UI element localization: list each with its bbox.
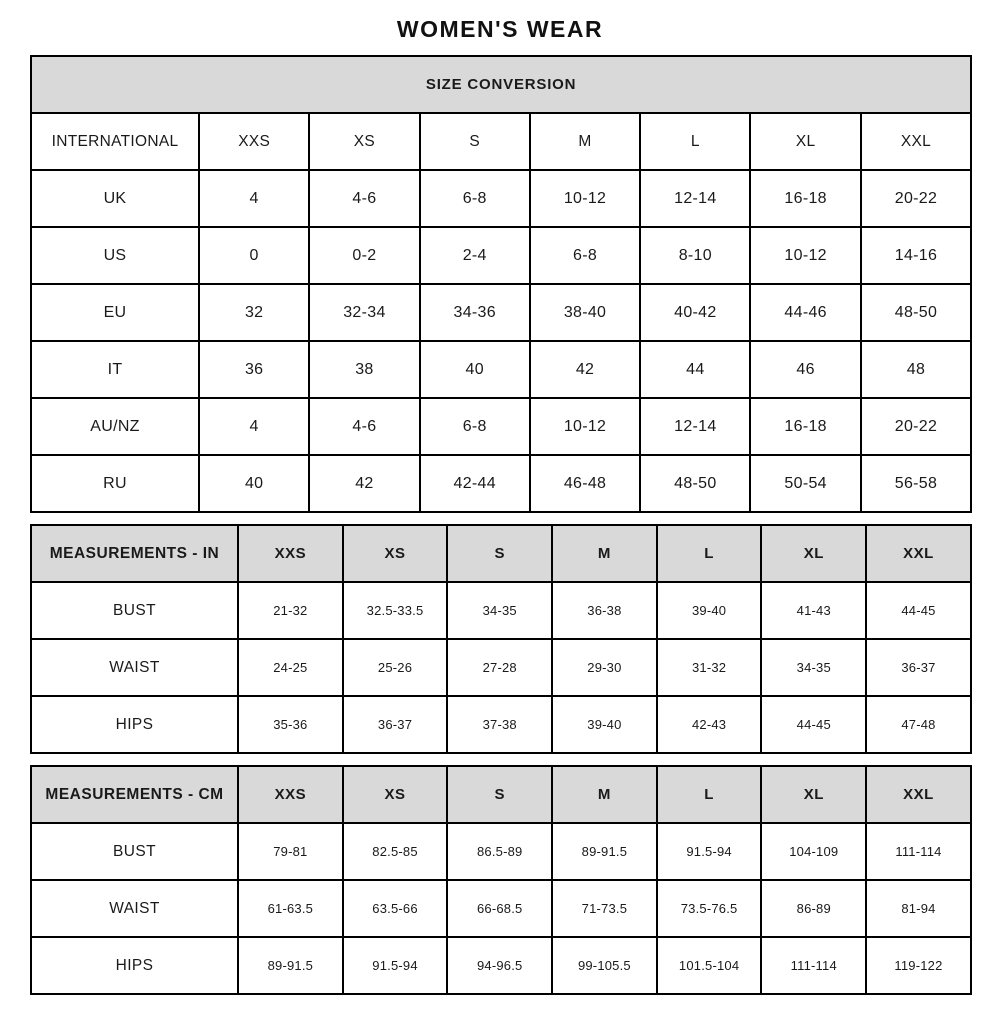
measurements-in-body — [31, 525, 971, 753]
value-cell: 6-8 — [420, 398, 530, 455]
size-column-header: L — [640, 113, 750, 170]
size-column-header: M — [552, 766, 657, 823]
value-cell: 10-12 — [530, 170, 640, 227]
value-cell: 44-45 — [761, 696, 866, 753]
value-cell: 104-109 — [761, 823, 866, 880]
value-cell: 41-43 — [761, 582, 866, 639]
size-column-header: XS — [343, 766, 448, 823]
row-label: UK — [31, 170, 199, 227]
value-cell: 4-6 — [309, 170, 419, 227]
row-label: WAIST — [31, 639, 238, 696]
value-cell: 91.5-94 — [657, 823, 762, 880]
value-cell: 73.5-76.5 — [657, 880, 762, 937]
row-label: RU — [31, 455, 199, 512]
value-cell: 66-68.5 — [447, 880, 552, 937]
size-column-header: XXS — [199, 113, 309, 170]
value-cell: 101.5-104 — [657, 937, 762, 994]
value-cell: 24-25 — [238, 639, 343, 696]
value-cell: 82.5-85 — [343, 823, 448, 880]
row-label-header: INTERNATIONAL — [31, 113, 199, 170]
value-cell: 71-73.5 — [552, 880, 657, 937]
page-title: WOMEN'S WEAR — [396, 16, 604, 42]
row-label: HIPS — [31, 696, 238, 753]
row-label: IT — [31, 341, 199, 398]
size-column-header: XS — [343, 525, 448, 582]
value-cell: 38 — [309, 341, 419, 398]
value-cell: 36-37 — [866, 639, 971, 696]
value-cell: 31-32 — [657, 639, 762, 696]
value-cell: 42-44 — [420, 455, 530, 512]
measurements-cm-table — [30, 765, 972, 995]
value-cell: 46 — [750, 341, 860, 398]
value-cell: 40 — [199, 455, 309, 512]
row-label-header: MEASUREMENTS - CM — [31, 766, 238, 823]
size-conversion-body — [31, 113, 971, 512]
value-cell: 94-96.5 — [447, 937, 552, 994]
value-cell: 34-36 — [420, 284, 530, 341]
table-row — [31, 880, 971, 937]
size-column-header: M — [530, 113, 640, 170]
size-conversion-title: SIZE CONVERSION — [31, 56, 971, 113]
value-cell: 34-35 — [447, 582, 552, 639]
row-label-header: MEASUREMENTS - IN — [31, 525, 238, 582]
size-column-header: S — [447, 766, 552, 823]
value-cell: 12-14 — [640, 170, 750, 227]
value-cell: 48-50 — [640, 455, 750, 512]
table-row — [31, 582, 971, 639]
value-cell: 16-18 — [750, 170, 860, 227]
value-cell: 91.5-94 — [343, 937, 448, 994]
table-row — [31, 227, 971, 284]
value-cell: 4 — [199, 170, 309, 227]
value-cell: 34-35 — [761, 639, 866, 696]
value-cell: 10-12 — [750, 227, 860, 284]
value-cell: 32 — [199, 284, 309, 341]
value-cell: 4 — [199, 398, 309, 455]
value-cell: 61-63.5 — [238, 880, 343, 937]
value-cell: 2-4 — [420, 227, 530, 284]
size-column-header: XXS — [238, 525, 343, 582]
value-cell: 79-81 — [238, 823, 343, 880]
value-cell: 89-91.5 — [552, 823, 657, 880]
header-row — [31, 113, 971, 170]
value-cell: 89-91.5 — [238, 937, 343, 994]
value-cell: 42 — [309, 455, 419, 512]
value-cell: 36 — [199, 341, 309, 398]
value-cell: 8-10 — [640, 227, 750, 284]
value-cell: 44-46 — [750, 284, 860, 341]
value-cell: 40-42 — [640, 284, 750, 341]
row-label: BUST — [31, 823, 238, 880]
value-cell: 42-43 — [657, 696, 762, 753]
size-column-header: XL — [750, 113, 860, 170]
value-cell: 38-40 — [530, 284, 640, 341]
value-cell: 86.5-89 — [447, 823, 552, 880]
size-conversion-table — [30, 55, 972, 513]
value-cell: 36-37 — [343, 696, 448, 753]
value-cell: 50-54 — [750, 455, 860, 512]
table-row — [31, 398, 971, 455]
table-row — [31, 823, 971, 880]
size-column-header: S — [420, 113, 530, 170]
table-row — [31, 696, 971, 753]
value-cell: 47-48 — [866, 696, 971, 753]
size-column-header: L — [657, 766, 762, 823]
value-cell: 111-114 — [761, 937, 866, 994]
size-column-header: XL — [761, 766, 866, 823]
header-row — [31, 766, 971, 823]
value-cell: 81-94 — [866, 880, 971, 937]
row-label: BUST — [31, 582, 238, 639]
size-column-header: L — [657, 525, 762, 582]
row-label: EU — [31, 284, 199, 341]
table-row — [31, 455, 971, 512]
value-cell: 37-38 — [447, 696, 552, 753]
table-caption-row — [31, 56, 971, 113]
value-cell: 0-2 — [309, 227, 419, 284]
size-column-header: XS — [309, 113, 419, 170]
value-cell: 119-122 — [866, 937, 971, 994]
size-column-header: XXL — [861, 113, 971, 170]
row-label: US — [31, 227, 199, 284]
value-cell: 48-50 — [861, 284, 971, 341]
value-cell: 21-32 — [238, 582, 343, 639]
value-cell: 40 — [420, 341, 530, 398]
size-column-header: S — [447, 525, 552, 582]
table-row — [31, 341, 971, 398]
value-cell: 111-114 — [866, 823, 971, 880]
header-row — [31, 525, 971, 582]
value-cell: 44-45 — [866, 582, 971, 639]
size-column-header: XXL — [866, 766, 971, 823]
value-cell: 32-34 — [309, 284, 419, 341]
value-cell: 48 — [861, 341, 971, 398]
value-cell: 36-38 — [552, 582, 657, 639]
table-row — [31, 639, 971, 696]
value-cell: 14-16 — [861, 227, 971, 284]
value-cell: 42 — [530, 341, 640, 398]
value-cell: 39-40 — [552, 696, 657, 753]
value-cell: 63.5-66 — [343, 880, 448, 937]
size-column-header: XXL — [866, 525, 971, 582]
value-cell: 20-22 — [861, 170, 971, 227]
value-cell: 10-12 — [530, 398, 640, 455]
value-cell: 4-6 — [309, 398, 419, 455]
value-cell: 20-22 — [861, 398, 971, 455]
value-cell: 0 — [199, 227, 309, 284]
value-cell: 16-18 — [750, 398, 860, 455]
value-cell: 39-40 — [657, 582, 762, 639]
row-label: WAIST — [31, 880, 238, 937]
value-cell: 46-48 — [530, 455, 640, 512]
row-label: HIPS — [31, 937, 238, 994]
value-cell: 6-8 — [420, 170, 530, 227]
value-cell: 6-8 — [530, 227, 640, 284]
value-cell: 35-36 — [238, 696, 343, 753]
table-row — [31, 170, 971, 227]
table-row — [31, 284, 971, 341]
measurements-cm-body — [31, 766, 971, 994]
value-cell: 32.5-33.5 — [343, 582, 448, 639]
measurements-in-table — [30, 524, 972, 754]
row-label: AU/NZ — [31, 398, 199, 455]
size-column-header: XXS — [238, 766, 343, 823]
value-cell: 27-28 — [447, 639, 552, 696]
size-column-header: M — [552, 525, 657, 582]
size-column-header: XL — [761, 525, 866, 582]
value-cell: 29-30 — [552, 639, 657, 696]
value-cell: 44 — [640, 341, 750, 398]
value-cell: 12-14 — [640, 398, 750, 455]
table-row — [31, 937, 971, 994]
value-cell: 99-105.5 — [552, 937, 657, 994]
value-cell: 86-89 — [761, 880, 866, 937]
value-cell: 56-58 — [861, 455, 971, 512]
value-cell: 25-26 — [343, 639, 448, 696]
